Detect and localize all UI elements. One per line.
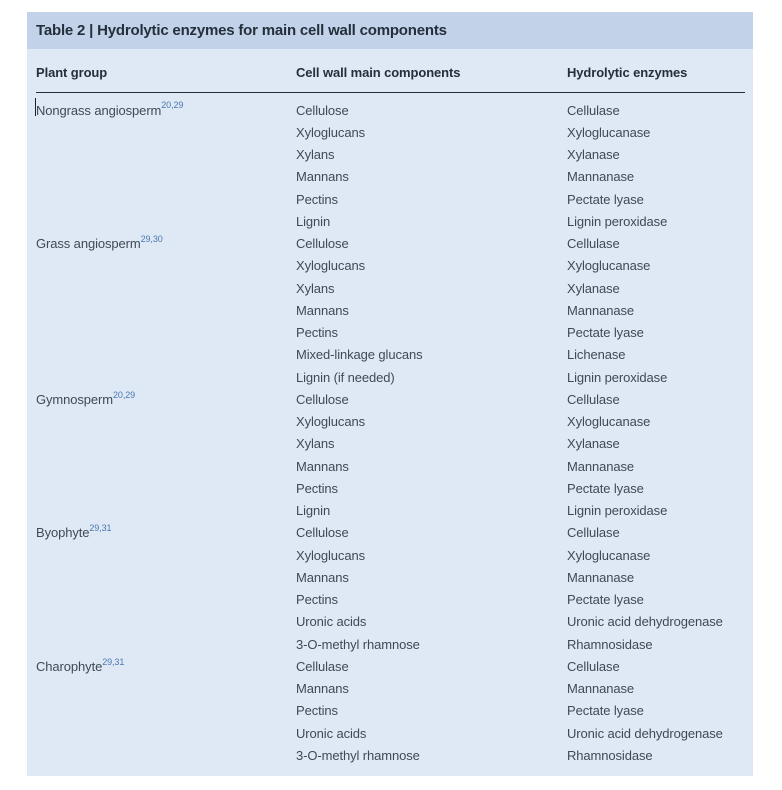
table-card <box>27 12 753 776</box>
enzyme-cell: Lignin peroxidase <box>567 369 668 385</box>
enzyme-cell: Xyloglucanase <box>567 258 651 274</box>
table-row <box>36 99 745 121</box>
enzyme-cell: Cellulase <box>567 658 620 674</box>
enzyme-cell: Pectate lyase <box>567 191 644 207</box>
enzyme-cell: Pectate lyase <box>567 592 644 608</box>
plant-group-cell <box>36 100 296 118</box>
column-header-enzymes: Hydrolytic enzymes <box>567 65 688 80</box>
table-row <box>36 633 745 655</box>
table-row <box>36 121 745 143</box>
table-row <box>36 166 745 188</box>
component-cell: Pectins <box>296 191 338 207</box>
component-cell: Cellulose <box>296 391 349 407</box>
component-cell: Xylans <box>296 147 335 163</box>
table-title: Table 2 | Hydrolytic enzymes for main cell wall components <box>36 22 447 39</box>
citation-refs[interactable]: 20,29 <box>161 100 184 111</box>
table-row <box>36 500 745 522</box>
citation-refs[interactable]: 29,31 <box>102 656 125 667</box>
enzyme-cell: Xyloglucanase <box>567 414 651 430</box>
enzyme-cell: Pectate lyase <box>567 480 644 496</box>
text-caret <box>35 98 36 116</box>
table-row <box>36 589 745 611</box>
table-row <box>36 344 745 366</box>
table-row <box>36 477 745 499</box>
table-row <box>36 322 745 344</box>
enzyme-cell: Cellulase <box>567 102 620 118</box>
component-cell: Cellulose <box>296 102 349 118</box>
table-body <box>27 93 753 767</box>
enzyme-cell: Mannanase <box>567 302 635 318</box>
plant-group-name: Byophyte <box>36 525 90 541</box>
table-row <box>36 700 745 722</box>
column-header-row <box>27 49 753 92</box>
plant-group-cell <box>36 389 296 407</box>
component-cell: Cellulase <box>296 658 349 674</box>
enzyme-cell: Mannanase <box>567 681 635 697</box>
enzyme-cell: Pectate lyase <box>567 325 644 341</box>
table-row <box>36 522 745 544</box>
table-row <box>36 188 745 210</box>
plant-group-name: Grass angiosperm <box>36 236 141 252</box>
enzyme-cell: Lignin peroxidase <box>567 213 668 229</box>
table-row <box>36 255 745 277</box>
plant-group-name: Charophyte <box>36 658 103 674</box>
enzyme-cell: Rhamnosidase <box>567 747 653 763</box>
enzyme-cell: Xylanase <box>567 436 620 452</box>
citation-refs[interactable]: 20,29 <box>113 389 136 400</box>
enzyme-cell: Cellulase <box>567 525 620 541</box>
enzyme-cell: Xylanase <box>567 280 620 296</box>
table-row <box>36 411 745 433</box>
table-row <box>36 455 745 477</box>
enzyme-cell: Xylanase <box>567 147 620 163</box>
table-row <box>36 744 745 766</box>
component-cell: Lignin <box>296 503 331 519</box>
column-header-plant-group: Plant group <box>36 65 108 80</box>
enzyme-cell: Xyloglucanase <box>567 124 651 140</box>
table-row <box>36 611 745 633</box>
component-cell: Mannans <box>296 169 349 185</box>
component-cell: Mannans <box>296 681 349 697</box>
component-cell: Xyloglucans <box>296 414 365 430</box>
enzyme-cell: Cellulase <box>567 236 620 252</box>
component-cell: Pectins <box>296 325 338 341</box>
citation-refs[interactable]: 29,30 <box>140 233 163 244</box>
plant-group-name: Gymnosperm <box>36 391 114 407</box>
table-row <box>36 544 745 566</box>
enzyme-cell: Mannanase <box>567 569 635 585</box>
plant-group-cell <box>36 656 296 674</box>
table-row <box>36 678 745 700</box>
component-cell: Mixed-linkage glucans <box>296 347 423 363</box>
enzyme-cell: Rhamnosidase <box>567 636 653 652</box>
component-cell: Xylans <box>296 280 335 296</box>
enzyme-cell: Lichenase <box>567 347 626 363</box>
component-cell: Mannans <box>296 302 349 318</box>
column-header-components: Cell wall main components <box>296 65 461 80</box>
component-cell: Mannans <box>296 458 349 474</box>
enzyme-cell: Uronic acid dehydrogenase <box>567 614 723 630</box>
component-cell: Uronic acids <box>296 725 367 741</box>
component-cell: Xylans <box>296 436 335 452</box>
enzyme-cell: Xyloglucanase <box>567 547 651 563</box>
enzyme-cell: Lignin peroxidase <box>567 503 668 519</box>
plant-group-name: Nongrass angiosperm <box>36 102 162 118</box>
enzyme-cell: Mannanase <box>567 169 635 185</box>
component-cell: Mannans <box>296 569 349 585</box>
component-cell: Pectins <box>296 480 338 496</box>
table-row <box>36 366 745 388</box>
enzyme-cell: Pectate lyase <box>567 703 644 719</box>
table-row <box>36 722 745 744</box>
table-title-bar <box>27 12 753 49</box>
table-row <box>36 299 745 321</box>
enzyme-cell: Cellulase <box>567 391 620 407</box>
component-cell: Cellulose <box>296 525 349 541</box>
plant-group-cell <box>36 233 296 252</box>
table-row <box>36 388 745 410</box>
plant-group-cell <box>36 523 296 541</box>
component-cell: Cellulose <box>296 236 349 252</box>
table-row <box>36 655 745 677</box>
citation-refs[interactable]: 29,31 <box>89 523 112 534</box>
component-cell: Pectins <box>296 703 338 719</box>
table-row <box>36 144 745 166</box>
component-cell: Pectins <box>296 592 338 608</box>
component-cell: Uronic acids <box>296 614 367 630</box>
table-row <box>36 277 745 299</box>
table-row <box>36 233 745 255</box>
component-cell: 3-O-methyl rhamnose <box>296 747 420 763</box>
table-row <box>36 566 745 588</box>
component-cell: 3-O-methyl rhamnose <box>296 636 420 652</box>
table-row <box>36 433 745 455</box>
enzyme-cell: Uronic acid dehydrogenase <box>567 725 723 741</box>
component-cell: Lignin (if needed) <box>296 369 395 385</box>
component-cell: Xyloglucans <box>296 124 365 140</box>
component-cell: Xyloglucans <box>296 258 365 274</box>
component-cell: Xyloglucans <box>296 547 365 563</box>
table-row <box>36 210 745 232</box>
component-cell: Lignin <box>296 213 331 229</box>
enzyme-cell: Mannanase <box>567 458 635 474</box>
